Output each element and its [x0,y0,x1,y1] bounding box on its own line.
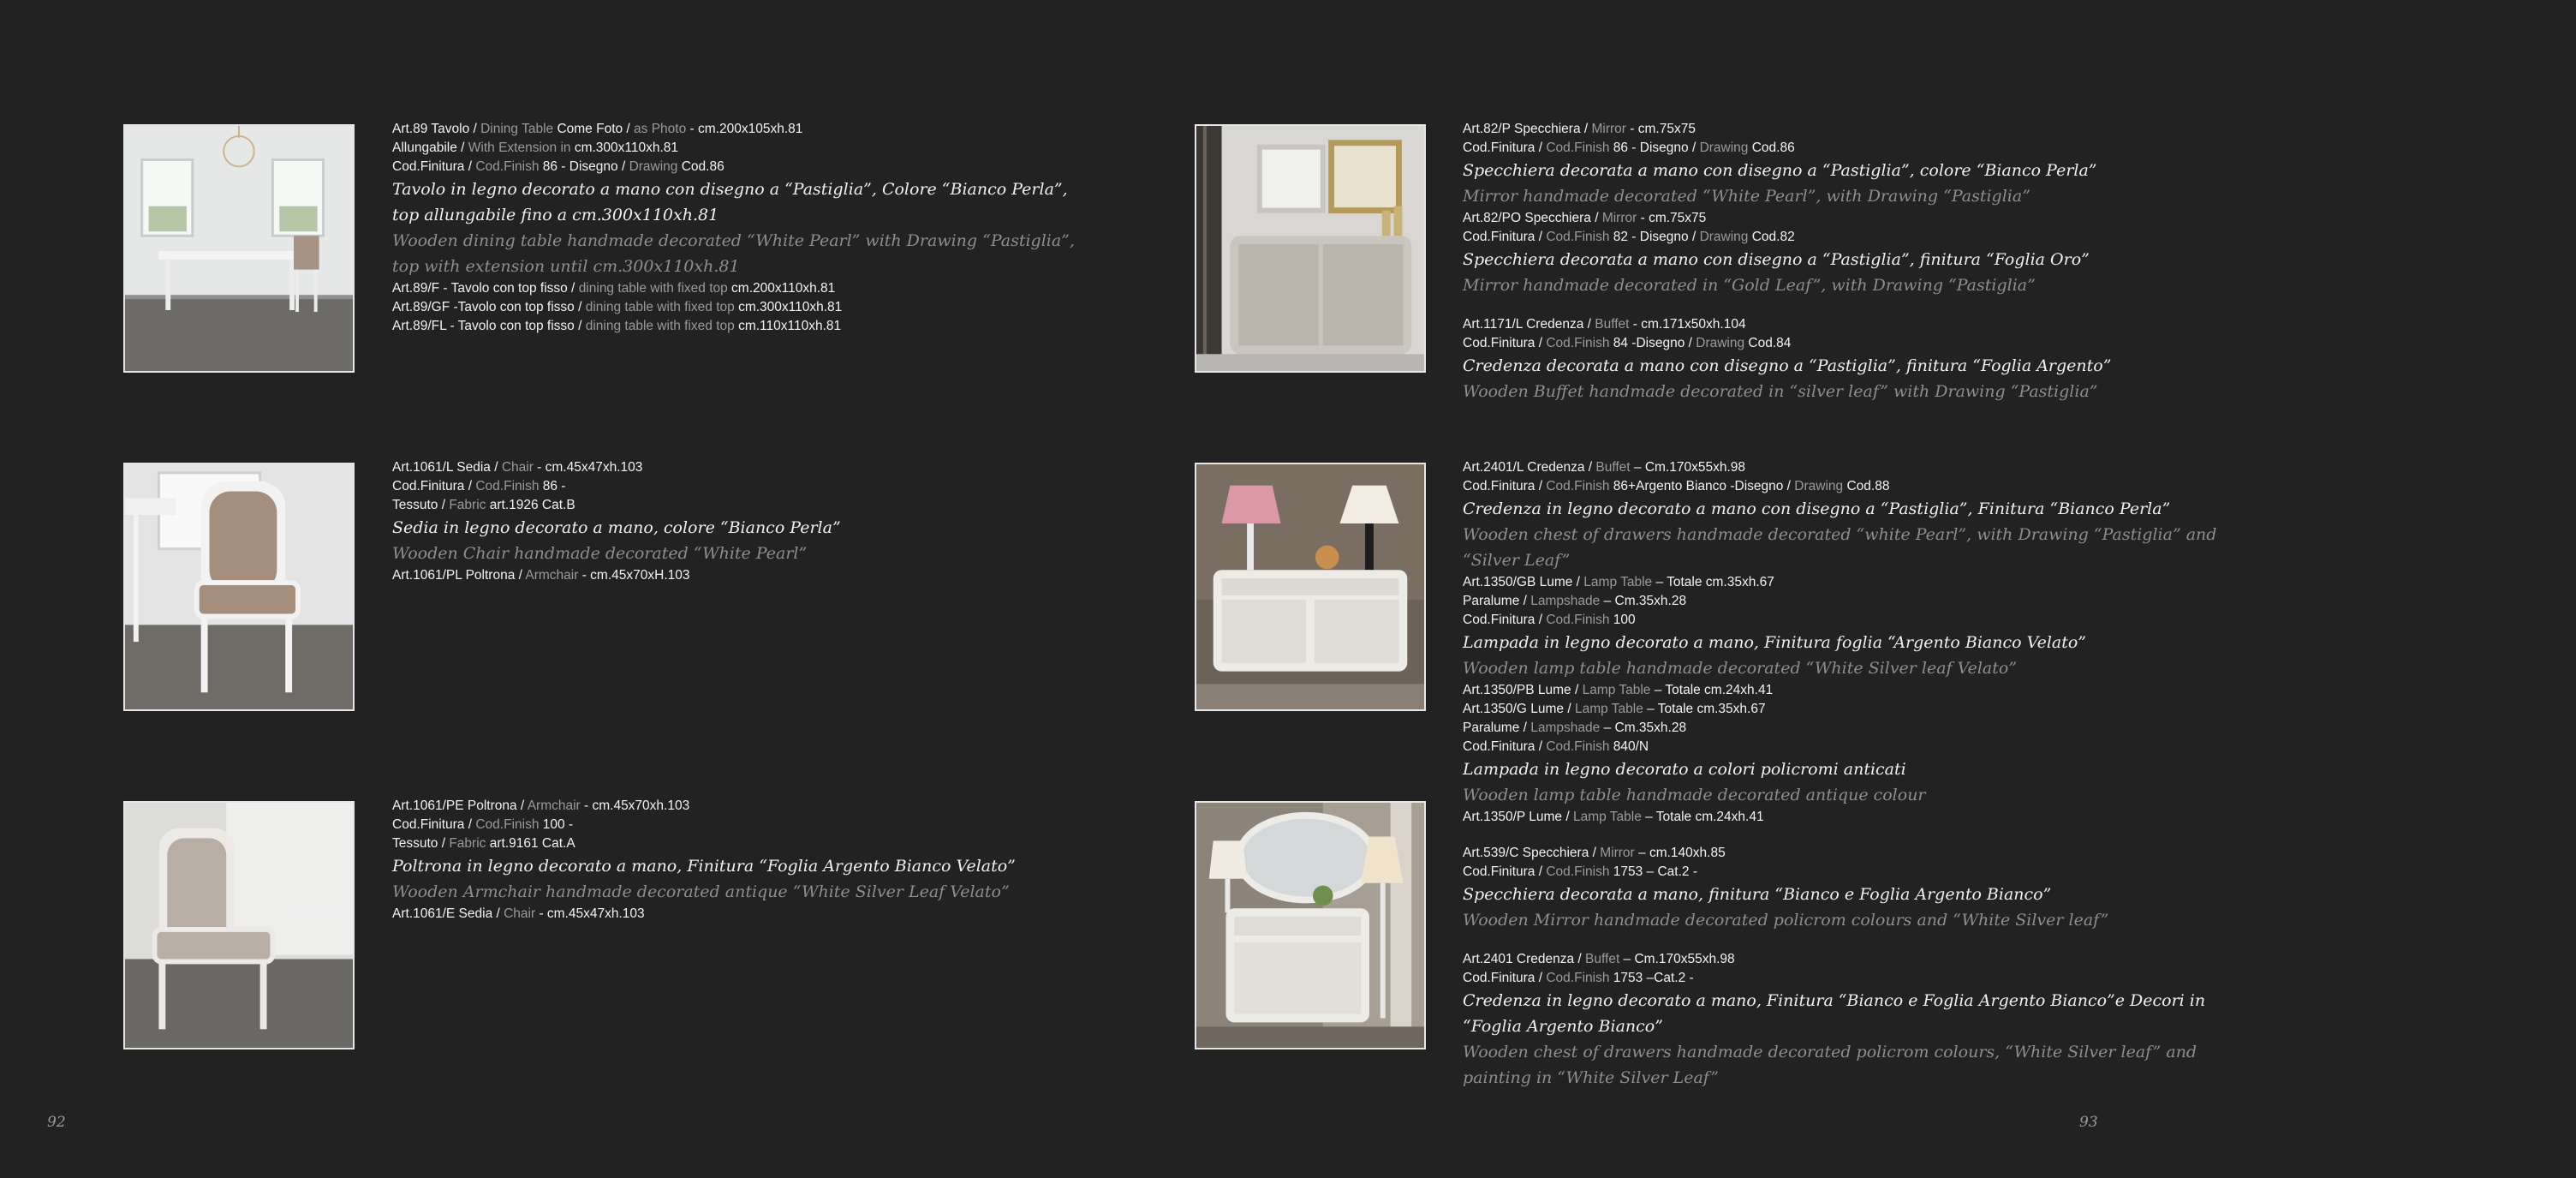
spec-text: Tessuto / [392,498,450,512]
spec-text: Tessuto / [392,836,450,851]
spec-text: Cod.Finitura / [392,479,476,493]
spec-text: Art.1061/E Sedia / [392,906,504,921]
spec-text: Art.1171/L Credenza / [1463,317,1595,332]
spec-text: Art.89 Tavolo / [392,122,481,136]
english-term: Cod.Finish [475,479,540,493]
english-term: Mirror [1600,846,1635,860]
spec-line [1463,808,2576,827]
spec-text: Come Foto / [553,122,635,136]
english-term: Cod.Finish [475,817,540,832]
spec-text: Cod.82 [1748,230,1795,244]
spec-line [1463,209,2576,228]
spec-text: Cod.Finitura / [1463,971,1547,985]
italian-description: top allungabile fino a cm.300x110xh.81 [392,206,719,224]
spec-text: Cod.Finitura / [392,817,476,832]
spec-text: 84 -Disegno / [1609,336,1696,350]
italian-description: Lampada in legno decorato a mano, Finitura foglia “Argento Bianco Velato” [1463,633,2087,652]
italian-description: “Foglia Argento Bianco” [1463,1017,1663,1036]
spec-text: Cod.Finitura / [1463,141,1547,155]
english-term: Cod.Finish [1546,336,1610,350]
spec-text: 86 - Disegno / [1609,141,1700,155]
english-description: Mirror handmade decorated in “Gold Leaf”, with Drawing “Pastiglia” [1463,276,2036,295]
spec-line [392,120,975,139]
english-term: Armchair [525,568,579,583]
italian-description: Specchiera decorata a mano con disegno a “Pastiglia”, colore “Bianco Perla” [1463,161,2097,180]
spec-text: Cod.Finitura / [1463,230,1547,244]
spec-text: 86+Argento Bianco -Disegno / [1609,479,1795,493]
spec-text: 82 - Disegno / [1609,230,1700,244]
spec-text: Art.2401 Credenza / [1463,952,1586,966]
english-term: Chair [501,460,534,475]
spec-line [392,816,975,834]
spec-text: cm.300x110xh.81 [734,300,843,314]
spec-text: art.9161 Cat.A [486,836,575,851]
italian-description: Poltrona in legno decorato a mano, Finitura “Foglia Argento Bianco Velato” [392,857,1016,876]
spec-text: Cod.84 [1744,336,1792,350]
english-term: Drawing [1699,141,1749,155]
spec-text: Art.1350/GB Lume / [1463,575,1584,589]
spec-text: Art.2401/L Credenza / [1463,460,1596,475]
spec-text: Cod.Finitura / [392,159,476,174]
english-term: Lamp Table [1583,575,1653,589]
spec-text: – cm.140xh.85 [1634,846,1726,860]
english-term: Fabric [449,836,486,851]
spec-text: - cm.75x75 [1637,211,1707,225]
spec-text: - cm.45x47xh.103 [535,906,645,921]
spec-line [1463,573,2576,592]
spec-text: 840/N [1609,739,1649,754]
spec-text: Paralume / [1463,594,1531,608]
english-term: Fabric [449,498,486,512]
spec-text: – Cm.35xh.28 [1600,594,1687,608]
italian-description: Sedia in legno decorato a mano, colore “Bianco Perla” [392,518,841,537]
spec-text: 1753 – Cat.2 - [1609,864,1697,879]
spec-line [1463,477,2576,496]
spec-text: Art.1061/L Sedia / [392,460,502,475]
spec-text: Cod.86 [1748,141,1795,155]
spec-text: 100 - [539,817,574,832]
spec-line [392,566,975,585]
spec-line [392,317,975,336]
italian-description: Lampada in legno decorato a colori policromi anticati [1463,760,1906,779]
italian-description: Credenza decorata a mano con disegno a “Pastiglia”, finitura “Foglia Argento” [1463,356,2112,375]
english-term: Lampshade [1530,594,1601,608]
spec-line [1463,592,2576,611]
english-term: dining table with fixed top [585,319,735,333]
spec-text: Art.82/P Specchiera / [1463,122,1592,136]
spec-line [1463,228,2576,247]
spec-line [392,158,975,176]
italian-description: Credenza in legno decorato a mano con disegno a “Pastiglia”, Finitura “Bianco Perla” [1463,499,2171,518]
mirror-buffet-description [1463,120,2576,404]
spec-line [392,496,975,515]
spec-line [1463,700,2576,719]
spacer [1463,298,2576,315]
spec-text: 86 - Disegno / [539,159,629,174]
spec-text: – Totale cm.24xh.41 [1650,683,1774,697]
english-term: Lamp Table [1574,702,1643,716]
spec-text: – Cm.170x55xh.98 [1619,952,1735,966]
english-term: Cod.Finish [1546,479,1610,493]
english-term: as Photo [634,122,687,136]
spec-line [392,905,975,924]
mirror-chest-photo [1195,801,1426,1049]
spec-text: Art.89/FL - Tavolo con top fisso / [392,319,586,333]
spec-text: Cod.Finitura / [1463,336,1547,350]
english-description: Wooden lamp table handmade decorated “White Silver leaf Velato” [1463,659,2018,678]
page-number-right: 93 [2079,1114,2098,1131]
spec-text: Art.1350/G Lume / [1463,702,1575,716]
spec-text: Art.89/GF -Tavolo con top fisso / [392,300,586,314]
spec-line [1463,139,2576,158]
lamp-buffet-photo [1195,463,1426,711]
italian-description: Tavolo in legno decorato a mano con disegno a “Pastiglia”, Colore “Bianco Perla”, [392,180,1068,199]
spec-text: – Cm.170x55xh.98 [1630,460,1746,475]
lamp-mirror-chest-description [1463,458,2576,1091]
page-number-left: 92 [47,1114,66,1131]
english-term: dining table with fixed top [578,281,728,296]
spec-text: – Totale cm.35xh.67 [1652,575,1774,589]
spec-text: cm.300x110xh.81 [570,141,679,155]
spec-text: - cm.45x70xh.103 [580,798,690,813]
spec-text: – Totale cm.24xh.41 [1641,810,1764,824]
spec-text: Allungabile / [392,141,468,155]
english-description: Wooden lamp table handmade decorated antique colour [1463,786,1926,804]
spec-line [1463,950,2576,969]
spec-line [1463,844,2576,863]
spec-text: Paralume / [1463,721,1531,735]
english-term: Cod.Finish [475,159,540,174]
italian-description: Specchiera decorata a mano, finitura “Bianco e Foglia Argento Bianco” [1463,885,2052,904]
english-term: Lamp Table [1572,810,1642,824]
spec-line [1463,458,2576,477]
english-term: Chair [504,906,536,921]
italian-description: Credenza in legno decorato a mano, Finitura “Bianco e Foglia Argento Bianco”e Decori in [1463,991,2206,1010]
english-description: “Silver Leaf” [1463,551,1571,570]
spec-text: Cod.86 [677,159,724,174]
spec-line [1463,681,2576,700]
english-term: Lamp Table [1582,683,1651,697]
armchair-description [392,797,1016,924]
spec-line [392,477,975,496]
english-description: Wooden chest of drawers handmade decorated policrom colours, “White Silver leaf” and [1463,1043,2197,1061]
dining-table-description [392,120,1075,336]
english-term: Mirror [1601,211,1637,225]
english-term: Cod.Finish [1546,971,1610,985]
spec-text: - cm.75x75 [1625,122,1696,136]
spec-text: – Totale cm.35xh.67 [1643,702,1766,716]
spec-text: – Cm.35xh.28 [1600,721,1687,735]
armchair-photo [123,801,355,1049]
spec-text: - cm.45x47xh.103 [533,460,643,475]
spec-text: Art.89/F - Tavolo con top fisso / [392,281,579,296]
spec-line [1463,334,2576,353]
spec-text: - cm.200x105xh.81 [686,122,803,136]
spec-line [1463,315,2576,334]
spec-text: Art.1061/PL Poltrona / [392,568,526,583]
english-term: Drawing [1699,230,1749,244]
english-term: Buffet [1595,460,1631,475]
chair-description [392,458,975,585]
english-term: dining table with fixed top [585,300,735,314]
spec-line [1463,611,2576,630]
spec-line [1463,863,2576,882]
english-term: Armchair [527,798,581,813]
english-term: Cod.Finish [1546,613,1610,627]
english-description: Wooden dining table handmade decorated “White Pearl” with Drawing “Pastiglia”, [392,231,1075,250]
dining-table-photo [123,124,355,373]
italian-description: Specchiera decorata a mano con disegno a “Pastiglia”, finitura “Foglia Oro” [1463,250,2090,269]
english-description: Wooden Armchair handmade decorated antique “White Silver Leaf Velato” [392,882,1010,901]
spec-text: Art.82/PO Specchiera / [1463,211,1602,225]
spec-line [1463,120,2576,139]
english-description: Wooden Buffet handmade decorated in “silver leaf” with Drawing “Pastiglia” [1463,382,2098,401]
spec-text: - cm.45x70xH.103 [578,568,690,583]
spacer [1463,827,2576,844]
spec-text: Art.1350/PB Lume / [1463,683,1583,697]
english-term: Drawing [1696,336,1745,350]
english-term: Cod.Finish [1546,864,1610,879]
english-term: Drawing [629,159,678,174]
spec-line [392,797,975,816]
english-term: Dining Table [480,122,554,136]
english-description: Wooden Mirror handmade decorated policrom colours and “White Silver leaf” [1463,911,2109,930]
spec-text: Cod.Finitura / [1463,739,1547,754]
spec-line [392,139,975,158]
spec-text: Cod.Finitura / [1463,864,1547,879]
spec-line [392,834,975,853]
english-term: Mirror [1591,122,1626,136]
spec-text: Cod.Finitura / [1463,479,1547,493]
chair-photo [123,463,355,711]
spec-text: Art.1061/PE Poltrona / [392,798,528,813]
english-term: Buffet [1595,317,1630,332]
english-description: Wooden Chair handmade decorated “White Pearl” [392,544,808,563]
english-term: Cod.Finish [1546,230,1610,244]
spec-text: - cm.171x50xh.104 [1629,317,1746,332]
english-term: Drawing [1794,479,1844,493]
english-term: Cod.Finish [1546,739,1610,754]
spec-text: 100 [1609,613,1636,627]
spec-text: cm.110x110xh.81 [734,319,842,333]
spec-line [392,298,975,317]
english-description: Wooden chest of drawers handmade decorated “white Pearl”, with Drawing “Pastiglia” and [1463,525,2217,544]
spacer [1463,933,2576,950]
english-description: top with extension until cm.300x110xh.81 [392,257,740,276]
mirror-buffet-photo [1195,124,1426,373]
spec-line [1463,719,2576,738]
spec-text: cm.200x110xh.81 [727,281,836,296]
spec-text: Cod.88 [1843,479,1890,493]
english-description: painting in “White Silver Leaf” [1463,1068,1719,1087]
spec-text: Art.1350/P Lume / [1463,810,1573,824]
english-term: Lampshade [1530,721,1601,735]
english-description: Mirror handmade decorated “White Pearl”, with Drawing “Pastiglia” [1463,187,2030,206]
spec-line [392,279,975,298]
spec-text: art.1926 Cat.B [486,498,575,512]
spec-text: 1753 –Cat.2 - [1609,971,1694,985]
spec-line [392,458,975,477]
english-term: Buffet [1585,952,1620,966]
spec-line [1463,738,2576,756]
spec-text: Art.539/C Specchiera / [1463,846,1601,860]
spec-text: 86 - [539,479,566,493]
english-term: With Extension in [468,141,571,155]
spec-text: Cod.Finitura / [1463,613,1547,627]
spec-line [1463,969,2576,988]
english-term: Cod.Finish [1546,141,1610,155]
